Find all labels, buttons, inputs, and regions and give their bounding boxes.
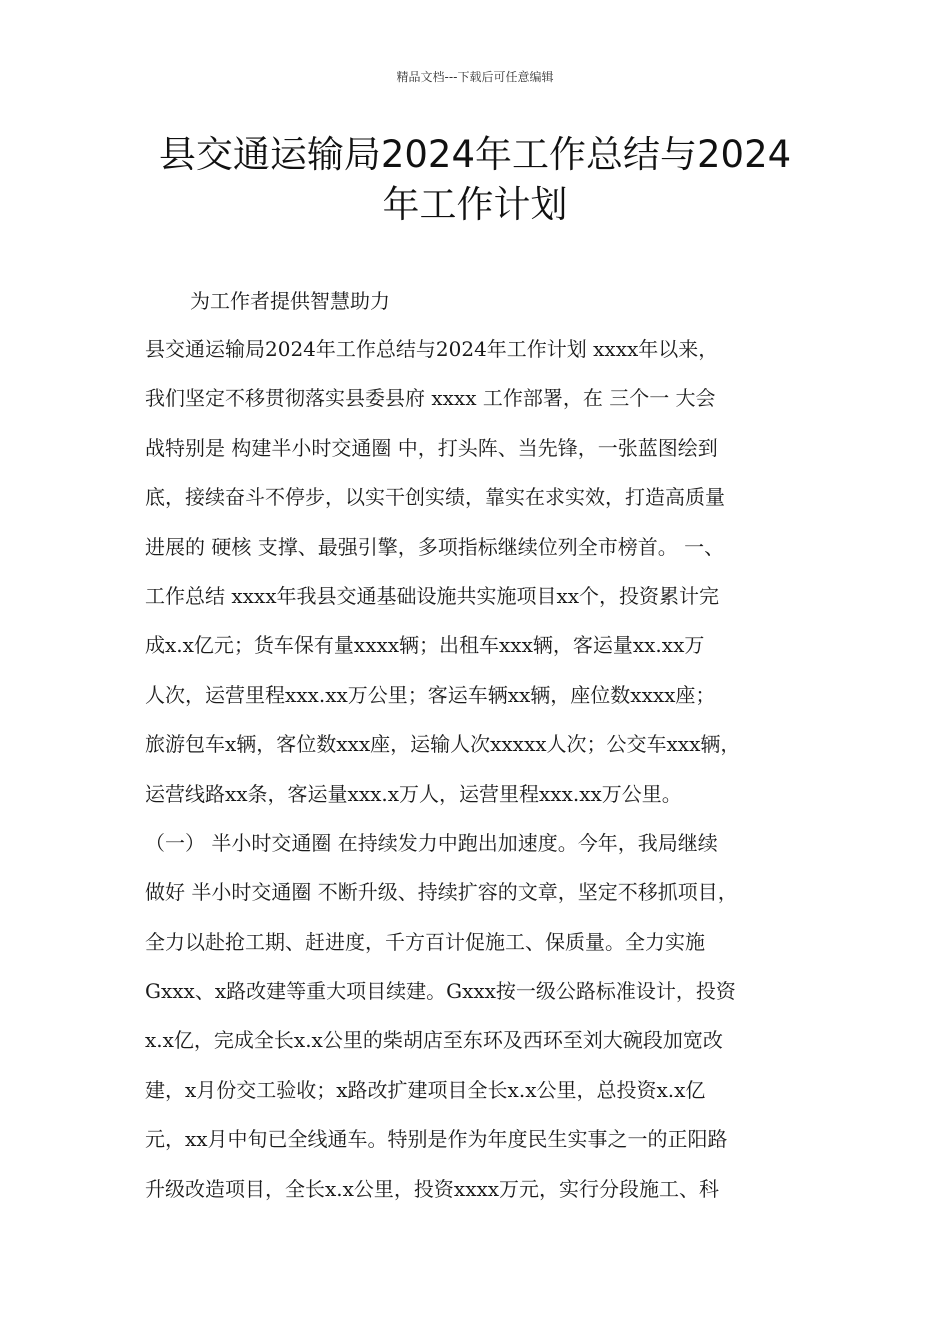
- body-line: 人次，运营里程xxx.xx万公里；客运车辆xx辆，座位数xxxx座；: [145, 682, 716, 707]
- body-line: 战特别是 构建半小时交通圈 中，打头阵、当先锋，一张蓝图绘到: [145, 435, 718, 460]
- title-line: 县交通运输局2024年工作总结与2024: [158, 133, 792, 176]
- body-line: 全力以赴抢工期、赶进度，千方百计促施工、保质量。全力实施: [145, 929, 705, 954]
- body-line: 我们坚定不移贯彻落实县委县府 xxxx 工作部署，在 三个一 大会: [145, 386, 716, 411]
- body-line: 进展的 硬核 支撑、最强引擎，多项指标继续位列全市榜首。 一、: [145, 534, 725, 559]
- body-text: [145, 330, 810, 1219]
- body-line: Gxxx、x路改建等重大项目续建。Gxxx按一级公路标准设计，投资: [145, 979, 736, 1004]
- body-line: 成x.x亿元；货车保有量xxxx辆；出租车xxx辆，客运量xx.xx万: [145, 633, 705, 658]
- title-line: 年工作计划: [382, 183, 568, 226]
- body-line: 元，xx月中旬已全线通车。特别是作为年度民生实事之一的正阳路: [145, 1127, 728, 1152]
- header-note: 精品文档---下载后可任意编辑: [396, 70, 554, 84]
- body-line: （一） 半小时交通圈 在持续发力中跑出加速度。今年，我局继续: [145, 830, 718, 855]
- document-title: [130, 130, 820, 230]
- body-line: 工作总结 xxxx年我县交通基础设施共实施项目xx个，投资累计完: [145, 583, 720, 608]
- body-line: 县交通运输局2024年工作总结与2024年工作计划 xxxx年以来，: [145, 337, 719, 361]
- body-line: 底，接续奋斗不停步，以实干创实绩，靠实在求实效，打造高质量: [145, 485, 725, 510]
- body-line: 运营线路xx条，客运量xxx.x万人，运营里程xxx.xx万公里。: [145, 781, 682, 806]
- body-line: 升级改造项目，全长x.x公里，投资xxxx万元，实行分段施工、科: [145, 1176, 720, 1201]
- body-line: x.x亿，完成全长x.x公里的柴胡店至东环及西环至刘大碗段加宽改: [145, 1028, 723, 1053]
- body-line: 旅游包车x辆，客位数xxx座，运输人次xxxxx人次；公交车xxx辆，: [145, 732, 741, 757]
- body-line: 做好 半小时交通圈 不断升级、持续扩容的文章，坚定不移抓项目，: [145, 880, 738, 905]
- body-line: 建，x月份交工验收；x路改扩建项目全长x.x公里，总投资x.x亿: [145, 1077, 706, 1102]
- subtitle: 为工作者提供智慧助力: [190, 289, 390, 313]
